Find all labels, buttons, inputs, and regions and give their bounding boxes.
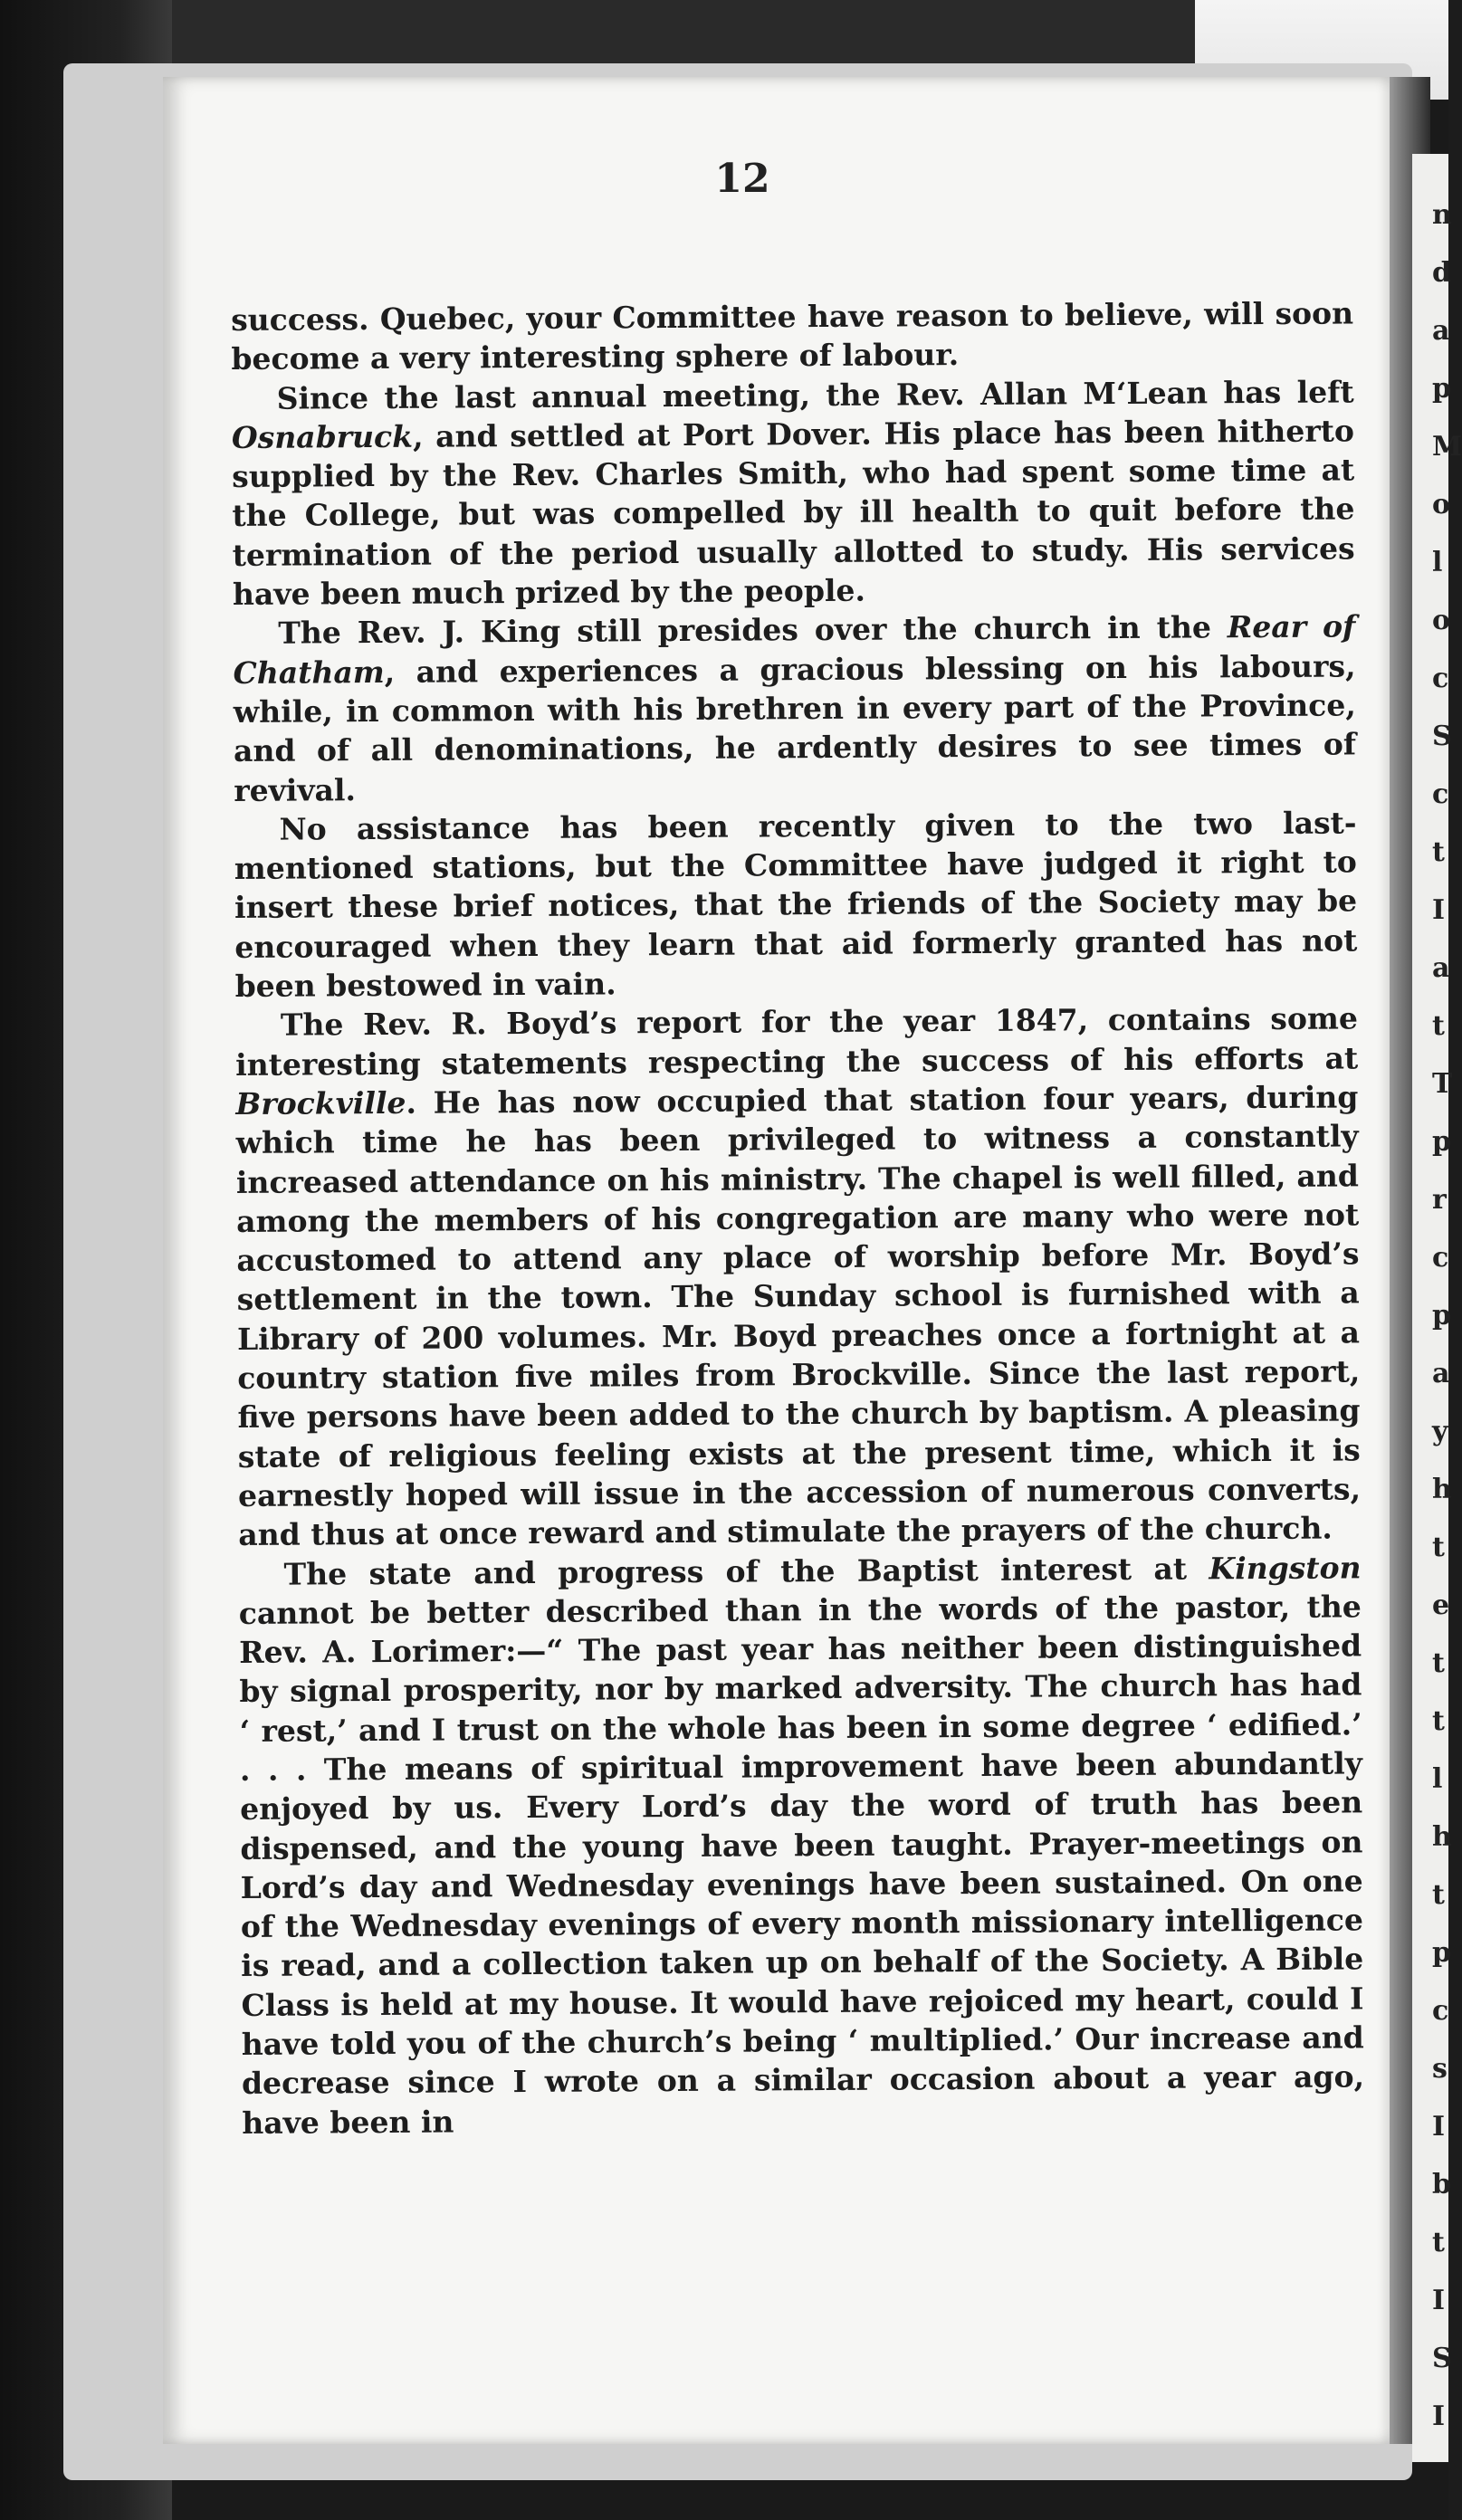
- adjacent-page-fragment: l: [1432, 547, 1443, 578]
- adjacent-page-fragment: c: [1432, 778, 1449, 810]
- adjacent-page-fragment: l: [1432, 1763, 1443, 1795]
- adjacent-page-fragment: b: [1432, 2169, 1451, 2200]
- adjacent-page-fragment: t: [1432, 1010, 1445, 1042]
- adjacent-page-fragment: t: [1432, 836, 1445, 868]
- paragraph: The state and progress of the Baptist interest at Kingston cannot be better described than in the words of the pastor, the Rev. A. Lorimer:—“ The past year has neither been distinguished by signal prosperity, nor by marked adversity. The church has had ‘ rest,’ and I trust on the whole has been in some degree ‘ edified.’ . . . The means of spiritual improvement have been abundantly enjoyed by us. Every Lord’s day the word of truth has been dispensed, and the young have been taught. Prayer-meetings on Lord’s day and Wednesday evenings have been sustained. On one of the Wednesday evenings of every month missionary intelligence is read, and a collection taken up on behalf of the Society. A Bible Class is held at my house. It would have rejoiced my heart, could I have told you of the church’s being ‘ multiplied.’ Our increase and decrease since I wrote on a similar occasion about a year ago, have been in: [238, 1549, 1365, 2141]
- adjacent-page-fragment: I: [1432, 894, 1446, 926]
- adjacent-page-fragment: t: [1432, 2227, 1445, 2258]
- adjacent-page-fragment: c: [1432, 1995, 1449, 2027]
- adjacent-page-fragment: d: [1432, 257, 1451, 289]
- paragraph: Since the last annual meeting, the Rev. Allan M‘Lean has left Osnabruck, and settled at Port Dover. His place has been hitherto supplied by the Rev. Charles Smith, who had spent some time at the College, but was compelled by ill health to quit before the termination of the period usually allotted to study. His services have been much prized by the people.: [231, 374, 1355, 613]
- adjacent-page-fragment: c: [1432, 1242, 1449, 1274]
- adjacent-page-fragment: t: [1432, 1532, 1445, 1563]
- adjacent-page-fragment: a: [1432, 315, 1450, 347]
- adjacent-page-fragment: p: [1432, 1300, 1451, 1332]
- paragraph: No assistance has been recently given to the two last-mentioned stations, but the Committee have judged it right to insert these brief notices, that the friends of the Society may be encouraged when they learn that aid formerly granted has not been bestowed in vain.: [234, 805, 1358, 1005]
- adjacent-page-fragment: t: [1432, 1705, 1445, 1737]
- adjacent-page-fragment: a: [1432, 1358, 1450, 1389]
- adjacent-page-fragment: S: [1432, 2343, 1452, 2374]
- adjacent-page-fragment: S: [1432, 721, 1452, 752]
- adjacent-page-fragment: h: [1432, 1821, 1452, 1853]
- adjacent-page-fragment: I: [1432, 2401, 1446, 2432]
- place-name: Kingston: [1209, 1549, 1362, 1586]
- adjacent-page-fragment: n: [1432, 199, 1452, 231]
- adjacent-page-fragment: p: [1432, 1937, 1451, 1969]
- adjacent-page-fragment: t: [1432, 1879, 1445, 1911]
- adjacent-page-fragment: e: [1432, 1589, 1450, 1621]
- adjacent-page-fragment: p: [1432, 1126, 1451, 1158]
- adjacent-page-fragment: c: [1432, 663, 1449, 694]
- adjacent-page-fragment: s: [1432, 2053, 1448, 2085]
- adjacent-page-fragment: I: [1432, 2285, 1446, 2316]
- adjacent-page-fragment: o: [1432, 605, 1451, 636]
- paragraph: The Rev. J. King still presides over the church in the Rear of Chatham, and experiences a gracious blessing on his labours, while, in common with his brethren in every part of the Province, and of all denominations, he ardently desires to see times of revival.: [233, 608, 1357, 808]
- adjacent-page-fragment: o: [1432, 489, 1451, 520]
- adjacent-page-fragment: I: [1432, 2111, 1446, 2143]
- adjacent-page-fragment: r: [1432, 1184, 1447, 1216]
- adjacent-page-fragment: t: [1432, 1647, 1445, 1679]
- place-name: Osnabruck: [231, 418, 414, 455]
- paragraph: The Rev. R. Boyd’s report for the year 1847, contains some interesting statements respecting the success of his efforts at Brockville. He has now occupied that station four years, during which time he has been privileged to witness a constantly increased attendance on his ministry. The chapel is well filled, and among the members of his congregation are many who were not accustomed to attend any place of worship before Mr. Boyd’s settlement in the town. The Sunday school is furnished with a Library of 200 volumes. Mr. Boyd preaches once a fortnight at a country station five miles from Brockville. Since the last report, five persons have been added to the church by baptism. A pleasing state of religious feeling exists at the present time, which it is earnestly hoped will issue in the accession of numerous converts, and thus at once reward and stimulate the prayers of the church.: [235, 1000, 1362, 1553]
- page-number: 12: [714, 156, 770, 202]
- paragraph: success. Quebec, your Committee have reason to believe, will soon become a very interesting sphere of labour.: [231, 295, 1354, 377]
- adjacent-page-fragment: a: [1432, 952, 1450, 984]
- adjacent-page-fragment: p: [1432, 373, 1451, 405]
- place-name: Rear of Chatham: [233, 608, 1356, 691]
- page-body-text: [231, 293, 1364, 2142]
- adjacent-page-fragment: h: [1432, 1474, 1452, 1505]
- adjacent-page-edge: [1412, 154, 1462, 2462]
- place-name: Brockville: [235, 1084, 406, 1122]
- adjacent-page-fragment: M: [1432, 431, 1462, 463]
- adjacent-page-fragment: T: [1432, 1068, 1453, 1100]
- adjacent-page-fragment: y: [1432, 1416, 1448, 1447]
